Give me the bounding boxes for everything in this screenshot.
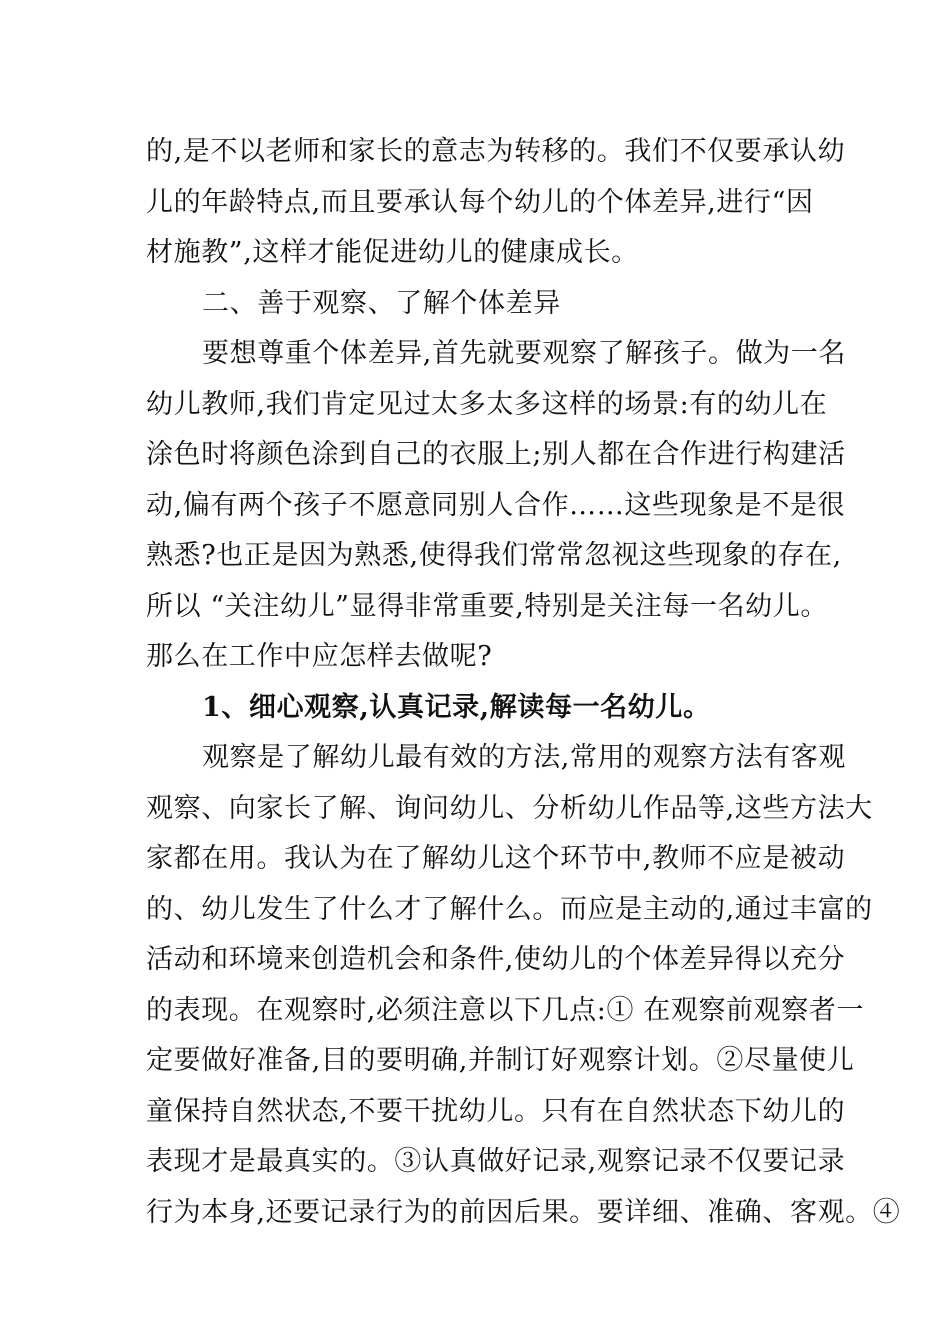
text-line: 活动和环境来创造机会和条件,使幼儿的个体差异得以充分 [146,944,846,975]
text-line: 动,偏有两个孩子不愿意同别人合作……这些现象是不是很 [146,489,846,521]
text-line: 定要做好准备,目的要明确,并制订好观察计划。②尽量使儿 [146,1045,855,1076]
text-line: 的,是不以老师和家长的意志为转移的。我们不仅要承认幼 [146,136,846,167]
text-line: 涂色时将颜色涂到自己的衣服上;别人都在合作进行构建活 [146,439,846,470]
body-text [146,127,901,1238]
text-line: 的表现。在观察时,必须注意以下几点:① 在观察前观察者一 [146,994,865,1026]
text-line: 熟悉?也正是因为熟悉,使得我们常常忽视这些现象的存在, [146,540,842,571]
text-line: 儿的年龄特点,而且要承认每个幼儿的个体差异,进行“因 [146,186,814,218]
text-line: 所以 “关注幼儿”显得非常重要,特别是关注每一名幼儿。 [146,590,828,622]
text-line: 观察、向家长了解、询问幼儿、分析幼儿作品等,这些方法大 [146,792,873,824]
text-line: 表现才是最真实的。③认真做好记录,观察记录不仅要记录 [146,1146,846,1177]
section-heading: 二、善于观察、了解个体差异 [202,287,561,319]
subsection-heading: 1、细心观察,认真记录,解读每一名幼儿。 [202,691,711,723]
text-line: 那么在工作中应怎样去做呢? [146,641,493,672]
text-line: 要想尊重个体差异,首先就要观察了解孩子。做为一名 [202,338,846,369]
text-line: 的、幼儿发生了什么才了解什么。而应是主动的,通过丰富的 [146,893,873,925]
text-line: 行为本身,还要记录行为的前因后果。要详细、准确、客观。④ [146,1196,901,1228]
text-line: 材施教”,这样才能促进幼儿的健康成长。 [146,237,639,268]
text-line: 家都在用。我认为在了解幼儿这个环节中,教师不应是被动 [146,843,846,874]
text-line: 童保持自然状态,不要干扰幼儿。只有在自然状态下幼儿的 [146,1095,846,1127]
text-line: 幼儿教师,我们肯定见过太多太多这样的场景:有的幼儿在 [146,388,828,420]
text-line: 观察是了解幼儿最有效的方法,常用的观察方法有客观 [202,742,846,773]
